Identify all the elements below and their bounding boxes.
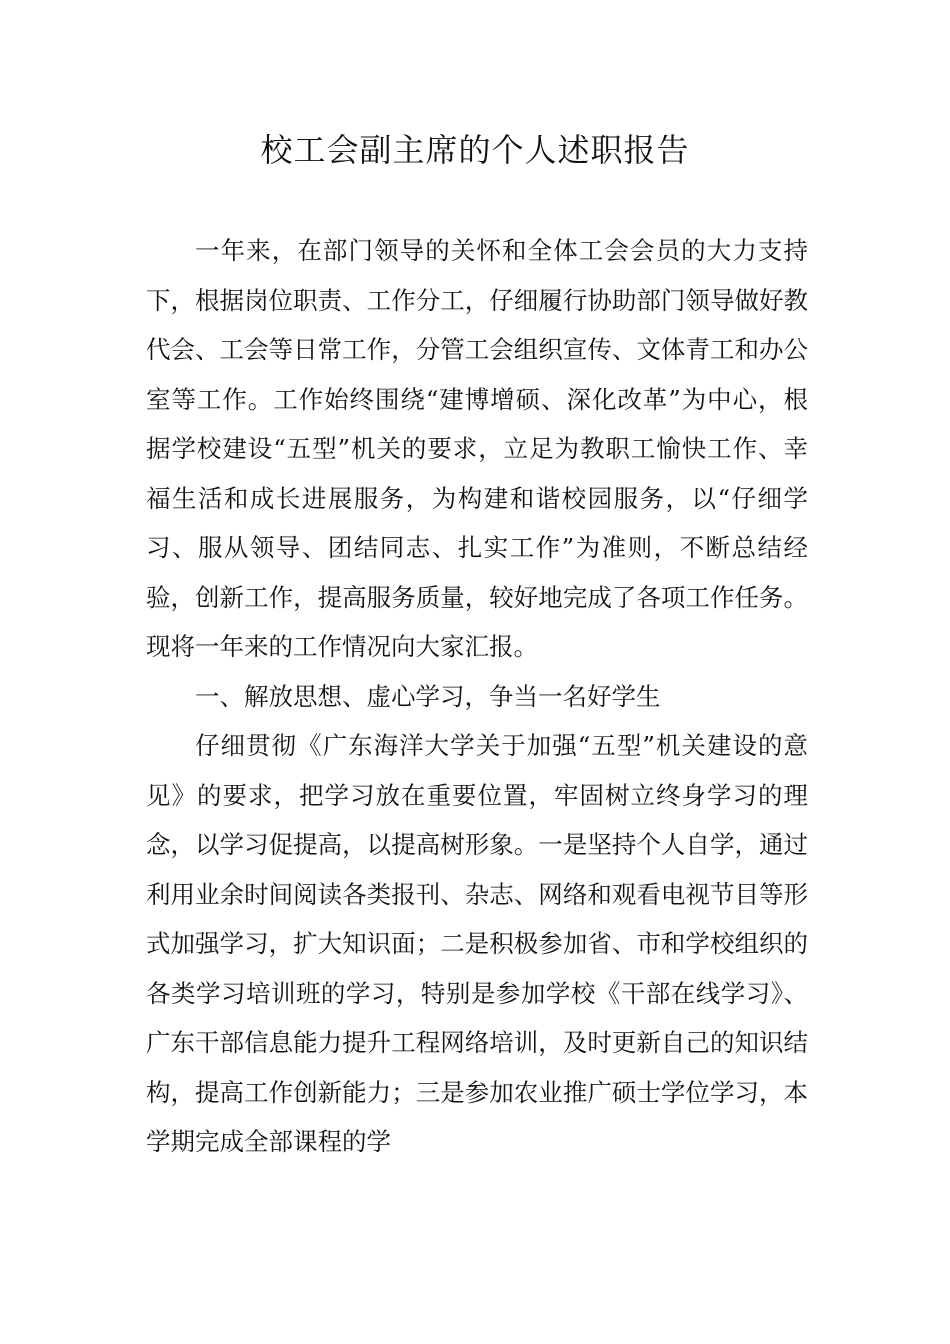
paragraph-study: 仔细贯彻《广东海洋大学关于加强“五型”机关建设的意见》的要求，把学习放在重要位置，牢固树立终身学习的理念，以学习促提高，以提高树形象。一是坚持个人自学，通过利用业余时间阅读各类报刊、杂志、网络和观看电视节目等形式加强学习，扩大知识面；二是积极参加省、市和学校组织的各类学习培训班的学习，特别是参加学校《干部在线学习》、广东干部信息能力提升工程网络培训，及时更新自己的知识结构，提高工作创新能力；三是参加农业推广硕士学位学习，本学期完成全部课程的学	[146, 731, 808, 1156]
document-body	[146, 226, 808, 1167]
document-title: 校工会副主席的个人述职报告	[260, 131, 690, 169]
paragraph-intro: 一年来，在部门领导的关怀和全体工会会员的大力支持下，根据岗位职责、工作分工，仔细履行协助部门领导做好教代会、工会等日常工作，分管工会组织宣传、文体青工和办公室等工作。工作始终围绕“建博增硕、深化改革”为中心，根据学校建设“五型”机关的要求，立足为教职工愉快工作、幸福生活和成长进展服务，为构建和谐校园服务，以“仔细学习、服从领导、团结同志、扎实工作”为准则，不断总结经验，创新工作，提高服务质量，较好地完成了各项工作任务。现将一年来的工作情况向大家汇报。	[146, 236, 808, 661]
section-heading-1: 一、解放思想、虚心学习，争当一名好学生	[195, 681, 661, 711]
